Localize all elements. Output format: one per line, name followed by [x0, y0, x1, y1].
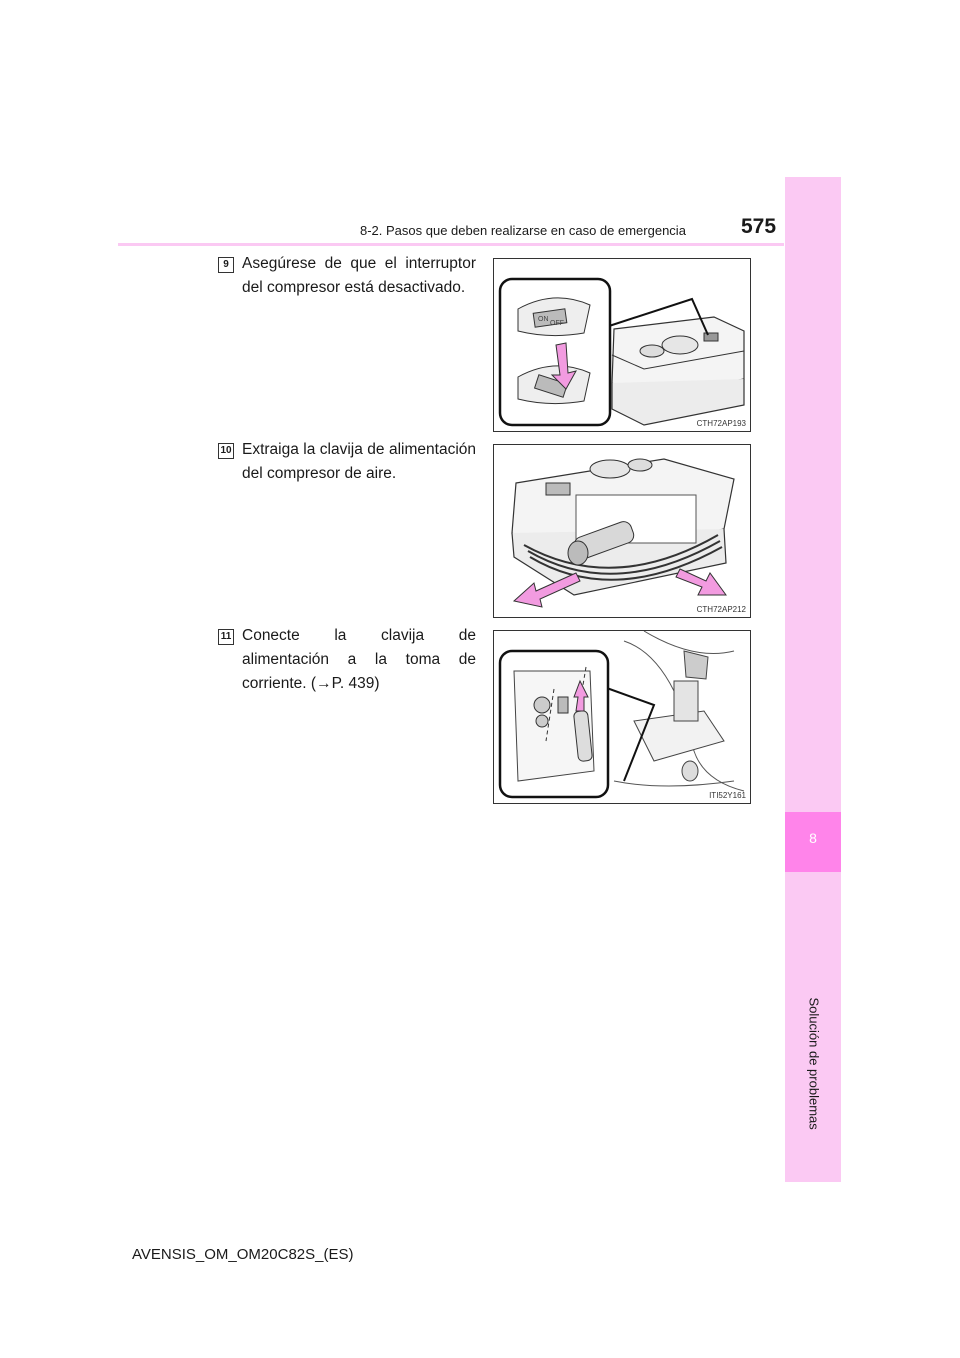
figure-code: CTH72AP212: [696, 605, 746, 614]
compressor-plug-illustration: [494, 445, 750, 617]
switch-on-label: ON: [538, 316, 549, 323]
figure-code: ITI52Y161: [709, 791, 746, 800]
header-rule: [118, 243, 784, 246]
figure-compressor-switch: [493, 258, 751, 432]
step-text-11: Conecte la clavija de alimentación a la toma de corriente. (→P. 439): [242, 627, 476, 692]
step-text-9: Asegúrese de que el interruptor del compresor está desactivado.: [242, 255, 476, 296]
page-number: 575: [741, 215, 777, 238]
step-text-10: Extraiga la clavija de alimentación del compresor de aire.: [242, 441, 476, 482]
section-title: 8-2. Pasos que deben realizarse en caso de emergencia: [360, 223, 686, 238]
figure-power-outlet: [493, 630, 751, 804]
step-number-11: 11: [218, 629, 234, 645]
step-number-10: 10: [218, 443, 234, 459]
footer-manual-id: AVENSIS_OM_OM20C82S_(ES): [132, 1246, 354, 1263]
chapter-title: [807, 998, 822, 1058]
compressor-switch-illustration: [494, 259, 750, 431]
chapter-number: 8: [809, 830, 817, 846]
power-outlet-illustration: [494, 631, 750, 803]
step-number-9: 9: [218, 257, 234, 273]
figure-power-plug-removal: [493, 444, 751, 618]
switch-off-label: OFF: [550, 320, 564, 327]
figure-code: CTH72AP193: [696, 419, 746, 428]
